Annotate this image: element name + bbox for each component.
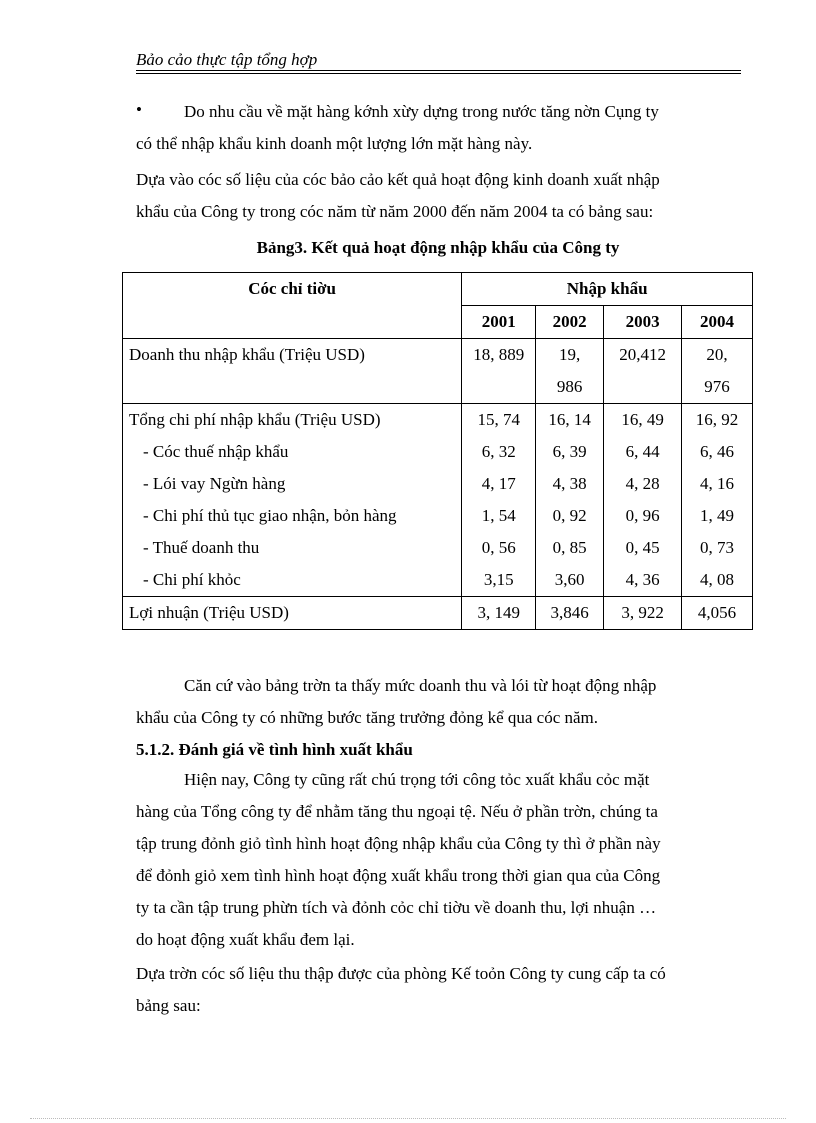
table-header-row [123, 273, 753, 306]
header-year-2003: 2003 [604, 306, 682, 339]
text-line: bảng sau: [136, 996, 201, 1015]
text-line: hàng của Tổng công ty để nhằm tăng thu ngoại tệ. Nếu ở phần trờn, chúng ta [136, 802, 658, 821]
cell-value: 0, 45 [625, 538, 660, 557]
text-line: Hiện nay, Công ty cũng rất chú trọng tới công tỏc xuất khẩu cỏc mặt [184, 770, 650, 789]
cell-value-part: 986 [556, 377, 583, 396]
cell-value: 4, 08 [700, 570, 735, 589]
row-label: - Lói vay Ngừn hàng [143, 474, 286, 493]
text-line: do hoạt động xuất khẩu đem lại. [136, 930, 355, 949]
cell-value: 3,846 [536, 597, 604, 630]
table-row-profit [123, 597, 753, 630]
cell-value: 0, 85 [552, 538, 587, 557]
text-line: Căn cứ vào bảng trờn ta thấy mức doanh thu và lói từ hoạt động nhập [184, 676, 657, 695]
cell-values-2001 [462, 404, 536, 597]
cell-value: 0, 96 [625, 506, 660, 525]
cell-values-2002 [536, 404, 604, 597]
text-line: khẩu của Công ty trong cóc năm từ năm 2000 đến năm 2004 ta có bảng sau: [136, 202, 654, 221]
cell-value: 0, 73 [700, 538, 735, 557]
cell-values-2003 [604, 404, 682, 597]
header-rule [136, 70, 741, 71]
cell-value [682, 339, 753, 404]
cell-value: 16, 49 [621, 410, 664, 429]
text-line: khẩu của Công ty có những bước tăng trưởng đỏng kể qua cóc năm. [136, 708, 599, 727]
row-label: Doanh thu nhập khẩu (Triệu USD) [123, 339, 462, 404]
cell-value: 6, 32 [481, 442, 516, 461]
cell-values-2004 [682, 404, 753, 597]
cell-value: 4, 28 [625, 474, 660, 493]
text-line: có thể nhập khẩu kinh doanh một lượng lớn mặt hàng này. [136, 134, 533, 153]
header-year-2004: 2004 [682, 306, 753, 339]
cell-value: 4, 17 [481, 474, 516, 493]
cell-value: 6, 46 [700, 442, 735, 461]
cell-value: 6, 39 [552, 442, 587, 461]
bullet-marker: • [136, 100, 142, 119]
text-line: ty ta cần tập trung phừn tích và đỏnh cỏc chỉ tiờu về doanh thu, lợi nhuận … [136, 898, 657, 917]
cell-value [536, 339, 604, 404]
conclusion-paragraph [136, 670, 740, 734]
intro-paragraph [136, 164, 740, 228]
cell-value: 16, 14 [548, 410, 591, 429]
text-line: Do nhu cầu về mặt hàng kớnh xừy dựng trong nước tăng nờn Cụng ty [184, 102, 659, 121]
row-label: Tổng chi phí nhập khẩu (Triệu USD) [129, 410, 381, 429]
row-label: - Chi phí thủ tục giao nhận, bỏn hàng [143, 506, 397, 525]
cell-value-part: 20, [706, 345, 728, 364]
text-line: Dựa vào cóc số liệu của cóc bảo cảo kết quả hoạt động kinh doanh xuất nhập [136, 170, 660, 189]
cell-value: 3, 922 [604, 597, 682, 630]
row-label-group [123, 404, 462, 597]
header-year-2002: 2002 [536, 306, 604, 339]
cell-value: 3,15 [483, 570, 514, 589]
cell-value: 18, 889 [462, 339, 536, 404]
page-header-title: Bảo cảo thực tập tổng hợp [136, 50, 318, 69]
cell-value: 0, 92 [552, 506, 587, 525]
text-line: để đỏnh giỏ xem tình hình hoạt động xuất khẩu trong thời gian qua của Công [136, 866, 661, 885]
row-label: Lợi nhuận (Triệu USD) [123, 597, 462, 630]
cell-value: 3,60 [554, 570, 585, 589]
cell-value: 3, 149 [462, 597, 536, 630]
header-year-2001: 2001 [462, 306, 536, 339]
import-results-table [122, 272, 753, 630]
table-caption: Bảng3. Kết quả hoạt động nhập khẩu của Công ty [256, 238, 620, 257]
cell-value: 16, 92 [695, 410, 739, 429]
cell-value: 1, 54 [481, 506, 516, 525]
intro-bullet-paragraph [136, 96, 740, 160]
cell-value: 1, 49 [700, 506, 735, 525]
cell-value-part: 19, [559, 345, 581, 364]
text-line: tập trung đỏnh giỏ tình hình hoạt động nhập khẩu của Công ty thì ở phần này [136, 834, 661, 853]
cell-value: 4, 38 [552, 474, 587, 493]
header-rule [136, 73, 741, 74]
section-heading: 5.1.2. Đánh giá về tình hình xuất khẩu [136, 740, 413, 759]
row-label: - Chi phí khỏc [143, 570, 241, 589]
cell-value-part: 976 [704, 377, 730, 396]
header-import-group: Nhập khẩu [462, 273, 753, 306]
export-paragraph [136, 764, 740, 956]
cell-value: 0, 56 [481, 538, 516, 557]
footer-rule [30, 1118, 786, 1119]
cell-value: 4,056 [682, 597, 753, 630]
row-label: - Cóc thuế nhập khẩu [143, 442, 289, 461]
row-label: - Thuế doanh thu [143, 538, 260, 557]
table-row-revenue [123, 339, 753, 404]
cell-value: 4, 16 [700, 474, 735, 493]
cell-value: 20,412 [604, 339, 682, 404]
cell-value: 4, 36 [625, 570, 660, 589]
text-line: Dựa trờn cóc số liệu thu thập được của phòng Kế toỏn Công ty cung cấp ta có [136, 964, 666, 983]
header-criteria: Cóc chỉ tiờu [123, 273, 462, 339]
source-paragraph [136, 958, 740, 1022]
cell-value: 6, 44 [625, 442, 660, 461]
cell-value: 15, 74 [477, 410, 520, 429]
table-row-costs [123, 404, 753, 597]
